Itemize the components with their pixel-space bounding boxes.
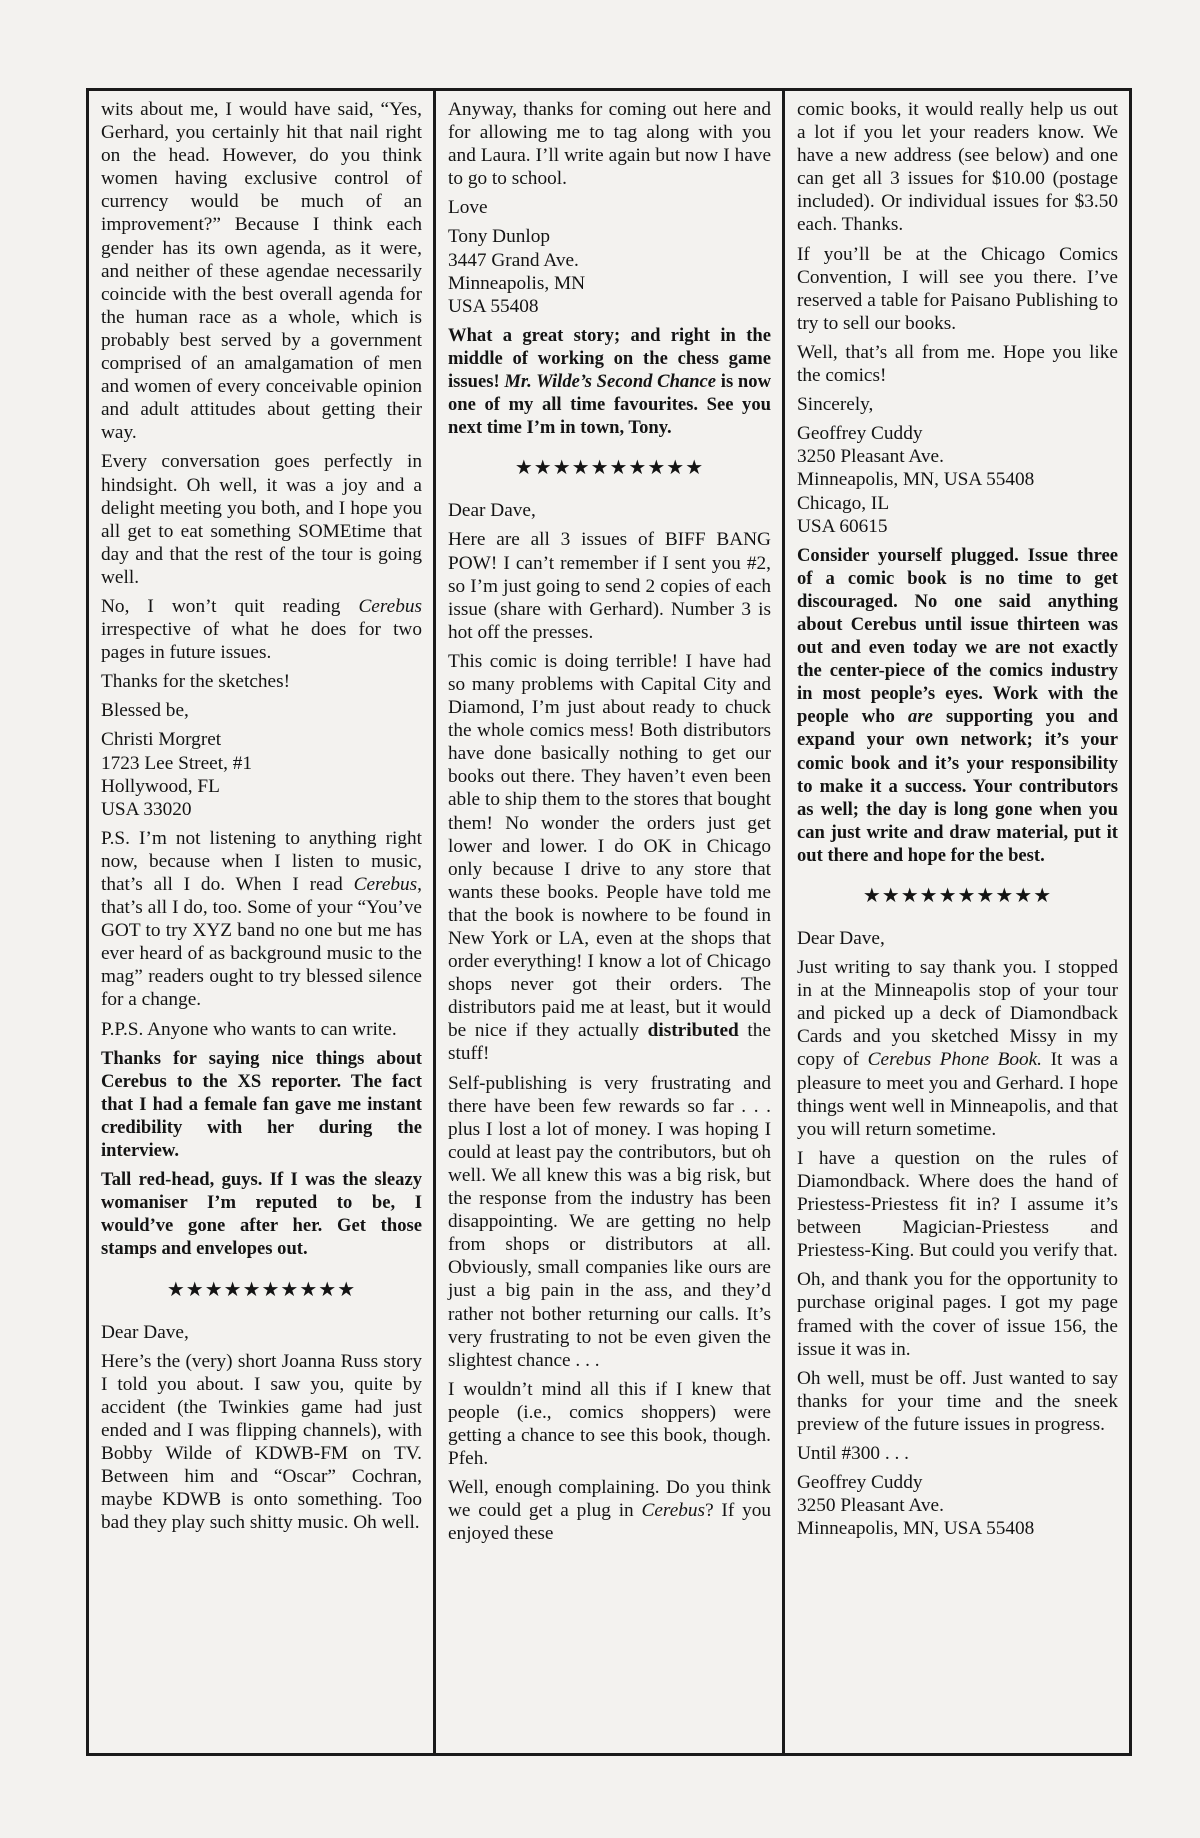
editor-reply: Consider yourself plugged. Issue three of a comic book is no time to get discouraged. No one said anything about Cerebus until issue thirteen was out and even today we are not exactly the center-piece of the comics industry in most people’s eyes. Work with the people who are supporting you and expand your own network; it’s your comic book and it’s your responsibility to make it a success. Your contributors as well; the day is long gone when you can just write and draw material, put it out there and hope for the best.	[797, 544, 1119, 866]
letter-greeting: Dear Dave,	[448, 500, 536, 522]
sender-name: Geoffrey Cuddy	[797, 1472, 923, 1494]
letter-paragraph: This comic is doing terrible! I have had so many problems with Capital City and Diamond, I’m just about ready to chuck the whole comics mess! Both distributors have done basically nothing to get our books out there. They haven’t even been able to ship them to the stores that bought them! No wonder the orders just get lower and lower. I do OK in Chicago only because I drive to any store that wants these books. People have told me that the book is nowhere to be found in New York or LA, even at the shops that order everything! I know a lot of Chicago shops never got their orders. The distributors paid me at least, but it would be nice if they actually distributed the stuff!	[448, 650, 771, 1065]
address-line: USA 55408	[448, 295, 539, 317]
letter-paragraph: No, I won’t quit reading Cerebus irrespective of what he does for two pages in future issues.	[101, 595, 422, 664]
postscript: P.S. I’m not listening to anything right now, because when I listen to music, that’s all I do. When I read Cerebus, that’s all I do, too. Some of your “You’ve GOT to try XYZ band no one but me has ever heard of as background music to the mag” readers ought to try blessed silence for a change.	[101, 827, 422, 1011]
letter-paragraph: Just writing to say thank you. I stopped in at the Minneapolis stop of your tour and picked up a deck of Diamondback Cards and you sketched Missy in my copy of Cerebus Phone Book. It was a pleasure to meet you and Gerhard. I hope things went well in Minneapolis, and that you will return sometime.	[797, 957, 1118, 1140]
letter-paragraph: Well, enough complaining. Do you think we could get a plug in Cerebus? If you enjoyed these	[448, 1477, 771, 1545]
address-line: 1723 Lee Street, #1	[101, 752, 252, 774]
star-divider: ★★★★★★★★★★	[166, 1276, 357, 1301]
column-3	[785, 91, 1129, 1753]
star-divider: ★★★★★★★★★★	[514, 455, 705, 480]
sender-address	[797, 1471, 1118, 1540]
sender-name: Christi Morgret	[101, 729, 222, 751]
address-line: Minneapolis, MN, USA 55408	[797, 1518, 1035, 1540]
column-2	[436, 91, 785, 1753]
letter-paragraph: I have a question on the rules of Diamondback. Where does the hand of Priestess-Priestess fit in? I assume it’s between Magician-Priestess and Priestess-King. But could you verify that.	[797, 1147, 1118, 1262]
letter-paragraph: wits about me, I would have said, “Yes, Gerhard, you certainly hit that nail right on the head. However, do you think women having exclusive control of currency would be much of an improvement?” Because I think each gender has its own agenda, as it were, and neither of these agendae necessarily coincide with the best overall agenda for the human race as a whole, which is probably best served by a government comprised of an amalgamation of men and women of every conceivable opinion and adult attitudes about getting their way.	[101, 99, 422, 444]
address-line: 3447 Grand Ave.	[448, 249, 579, 271]
address-line: USA 60615	[797, 515, 888, 537]
letter-paragraph: I wouldn’t mind all this if I knew that people (i.e., comics shoppers) were getting a chance to see this book, though. Pfeh.	[448, 1378, 771, 1470]
editor-reply: Thanks for saying nice things about Cerebus to the XS reporter. The fact that I had a female fan gave me instant credibility with her during the interview.	[101, 1047, 422, 1162]
letter-paragraph: Self-publishing is very frustrating and there have been few rewards so far . . . plus I lost a lot of money. I was hoping I could at least pay the contributors, but oh well. We all knew this was a big risk, but the response from the industry has been disappointing. We are getting no help from shops or distributors at all. Obviously, small companies like ours are just a big pain in the ass, and they’d rather not bother returning our calls. It’s very frustrating to not be even given the slightest chance . . .	[448, 1072, 771, 1371]
letters-frame	[86, 88, 1132, 1756]
sender-address	[448, 225, 771, 317]
star-divider: ★★★★★★★★★★	[862, 883, 1053, 907]
letter-signoff: Blessed be,	[101, 700, 189, 722]
sender-name: Tony Dunlop	[448, 226, 551, 248]
address-line: USA 33020	[101, 798, 192, 820]
letter-signoff: Until #300 . . .	[797, 1442, 909, 1464]
letter-signoff: Sincerely,	[797, 394, 874, 416]
postscript: P.P.S. Anyone who wants to can write.	[101, 1018, 397, 1040]
letter-paragraph: Every conversation goes perfectly in hindsight. Oh well, it was a joy and a delight meeting you both, and I hope you all get to eat something SOMEtime that day and that the rest of the tour is going well.	[101, 451, 422, 588]
letter-paragraph: Well, that’s all from me. Hope you like the comics!	[797, 341, 1118, 387]
address-line: 3250 Pleasant Ave.	[797, 1495, 944, 1517]
sender-address	[797, 422, 1118, 537]
address-line: Minneapolis, MN	[448, 272, 586, 294]
letter-paragraph: Thanks for the sketches!	[101, 671, 290, 693]
address-line: Hollywood, FL	[101, 775, 220, 797]
letter-signoff: Love	[448, 197, 488, 219]
letter-paragraph: Here are all 3 issues of BIFF BANG POW! I can’t remember if I sent you #2, so I’m just going to send 2 copies of each issue (share with Gerhard). Number 3 is hot off the presses.	[448, 529, 771, 643]
address-line: Chicago, IL	[797, 492, 890, 514]
column-1	[89, 91, 436, 1753]
letter-paragraph: comic books, it would really help us out a lot if you let your readers know. We have a new address (see below) and one can get all 3 issues for $10.00 (postage included). Or individual issues for $3.50 each. Thanks.	[797, 99, 1118, 236]
editor-reply: Tall red-head, guys. If I was the sleazy womaniser I’m reputed to be, I would’ve gone after her. Get those stamps and envelopes out.	[101, 1169, 422, 1260]
letter-paragraph: Oh well, must be off. Just wanted to say thanks for your time and the sneek preview of the future issues in progress.	[797, 1367, 1118, 1435]
letter-paragraph: Anyway, thanks for coming out here and for allowing me to tag along with you and Laura. I’ll write again but now I have to go to school.	[448, 99, 771, 190]
address-line: Minneapolis, MN, USA 55408	[797, 469, 1035, 491]
letter-greeting: Dear Dave,	[797, 928, 885, 949]
letter-paragraph: If you’ll be at the Chicago Comics Convention, I will see you there. I’ve reserved a table for Paisano Publishing to try to sell our books.	[797, 243, 1118, 334]
letter-paragraph: Here’s the (very) short Joanna Russ story I told you about. I saw you, quite by accident (the Twinkies game had just ended and I was flipping channels), with Bobby Wilde of KDWB-FM on TV. Between him and “Oscar” Cochran, maybe KDWB is onto something. Too bad they play such shitty music. Oh well.	[101, 1350, 422, 1534]
editor-reply: What a great story; and right in the middle of working on the chess game issues! Mr. Wilde’s Second Chance is now one of my all time favourites. See you next time I’m in town, Tony.	[448, 324, 771, 439]
address-line: 3250 Pleasant Ave.	[797, 446, 944, 468]
letter-paragraph: Oh, and thank you for the opportunity to purchase original pages. I got my page framed with the cover of issue 156, the issue it was in.	[797, 1269, 1118, 1360]
sender-name: Geoffrey Cuddy	[797, 423, 923, 445]
sender-address	[101, 728, 422, 820]
letter-greeting: Dear Dave,	[101, 1321, 189, 1343]
